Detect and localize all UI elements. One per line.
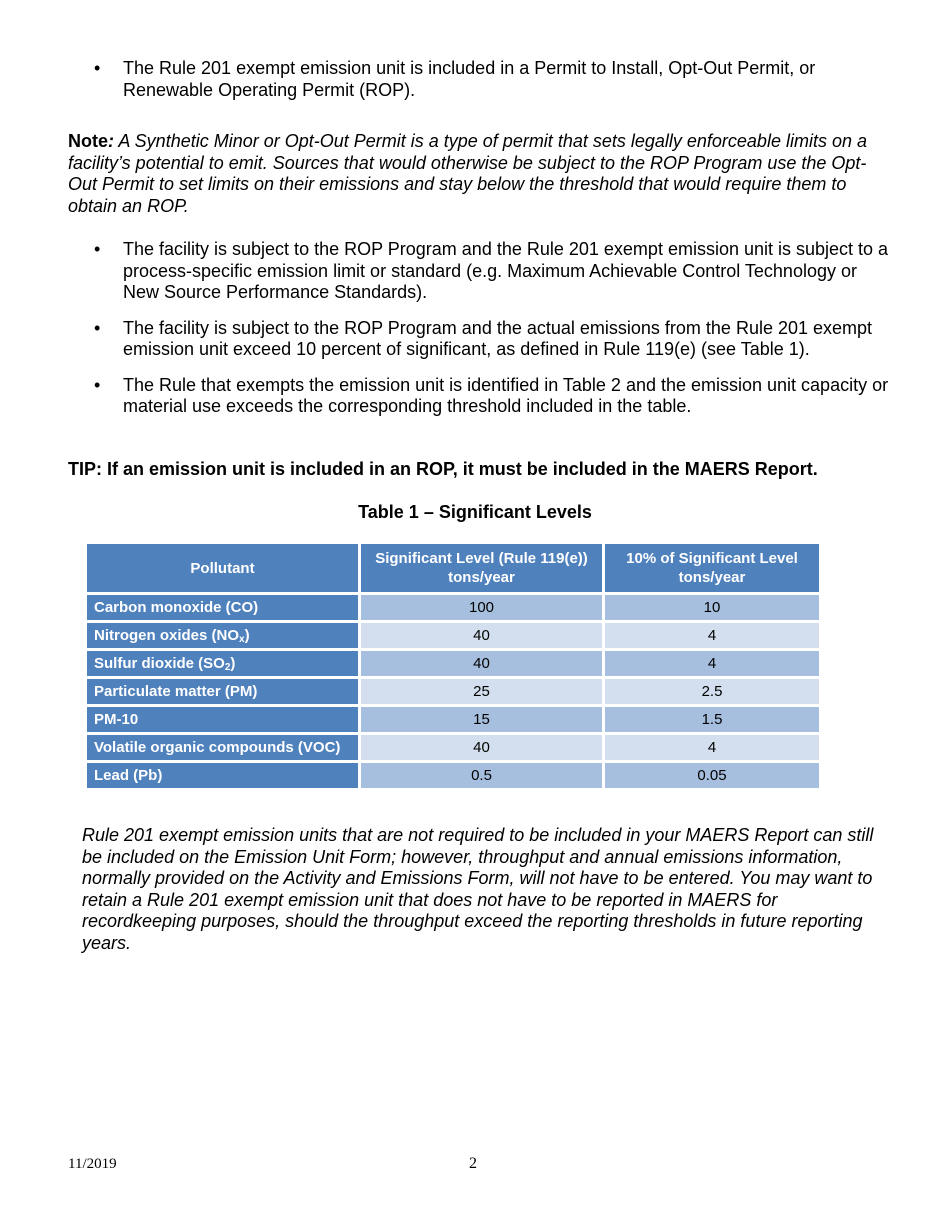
significant-cell: 100 [360,594,604,622]
significant-cell: 40 [360,650,604,678]
table-row [86,622,821,650]
header-ten-line1: 10% of Significant Level [626,550,798,567]
header-sig-line2: tons/year [448,569,515,586]
pollutant-cell: Lead (Pb) [86,762,360,790]
pollutant-name: Nitrogen oxides (NO [94,627,240,644]
ten-percent-cell: 4 [604,650,821,678]
table-row [86,594,821,622]
note-label [68,131,114,151]
bullet-list-top [94,58,894,101]
ten-percent-cell: 0.05 [604,762,821,790]
ten-percent-cell: 4 [604,622,821,650]
pollutant-suffix: ) [230,655,236,672]
table-row [86,762,821,790]
ten-percent-cell: 1.5 [604,706,821,734]
closing-paragraph: Rule 201 exempt emission units that are not required to be included in your MAERS Report can still be included on the Emission Unit Form; however, throughput and annual emissions information, normally provided on the Activity and Emissions Form, will not have to be entered. You may want to retain a Rule 201 exempt emission unit that does not have to be reported in MAERS for recordkeeping purposes, should the throughput exceed the reporting thresholds in future reporting years. [82,825,874,953]
ten-percent-cell: 2.5 [604,678,821,706]
bullet-list-mid [94,239,894,432]
pollutant-suffix: ) [244,627,250,644]
significant-levels-table [84,541,822,791]
significant-cell: 15 [360,706,604,734]
pollutant-name: Sulfur dioxide (SO [94,655,225,672]
pollutant-cell [86,650,360,678]
header-sig-line1: Significant Level (Rule 119(e)) [375,550,588,567]
footer-date: 11/2019 [68,1156,117,1172]
significant-cell: 25 [360,678,604,706]
tip-text: TIP: If an emission unit is included in an ROP, it must be included in the MAERS Report. [68,459,818,479]
pollutant-subscript: 2 [224,662,231,673]
pollutant-cell: Volatile organic compounds (VOC) [86,734,360,762]
table-caption: Table 1 – Significant Levels [358,502,592,522]
bullet-item: • The facility is subject to the ROP Program and the Rule 201 exempt emission unit is subject to a process-specific emission limit or standard (e.g. Maximum Achievable Control Technology or New Source Performance Standards). [94,239,894,304]
table-row [86,734,821,762]
header-significant-level [360,543,604,594]
pollutant-cell: Particulate matter (PM) [86,678,360,706]
bullet-item: • The Rule 201 exempt emission unit is included in a Permit to Install, Opt-Out Permit, or Renewable Operating Permit (ROP). [94,58,894,101]
table-header-row [86,543,821,594]
bullet-item: • The Rule that exempts the emission unit is identified in Table 2 and the emission unit capacity or material use exceeds the corresponding threshold included in the table. [94,375,894,418]
note-paragraph [68,131,888,217]
table-row [86,650,821,678]
bullet-item: • The facility is subject to the ROP Program and the actual emissions from the Rule 201 exempt emission unit exceed 10 percent of significant, as defined in Rule 119(e) (see Table 1). [94,318,894,361]
pollutant-cell: PM-10 [86,706,360,734]
pollutant-cell [86,622,360,650]
ten-percent-cell: 4 [604,734,821,762]
pollutant-subscript: x [239,634,245,645]
table-row [86,678,821,706]
table-row [86,706,821,734]
header-ten-percent [604,543,821,594]
significant-cell: 0.5 [360,762,604,790]
ten-percent-cell: 10 [604,594,821,622]
pollutant-cell: Carbon monoxide (CO) [86,594,360,622]
significant-cell: 40 [360,622,604,650]
header-ten-line2: tons/year [678,569,746,586]
note-label-text: Note [68,131,108,151]
header-pollutant: Pollutant [86,543,360,594]
significant-cell: 40 [360,734,604,762]
note-colon: : [108,131,114,151]
page-number: 2 [469,1155,477,1172]
note-text: A Synthetic Minor or Opt-Out Permit is a type of permit that sets legally enforceable limits on a facility’s potential to emit. Sources that would otherwise be subject to the ROP Program use the Opt-Out Permit to set limits on their emissions and stay below the threshold that would require them to obtain an ROP. [68,131,867,216]
